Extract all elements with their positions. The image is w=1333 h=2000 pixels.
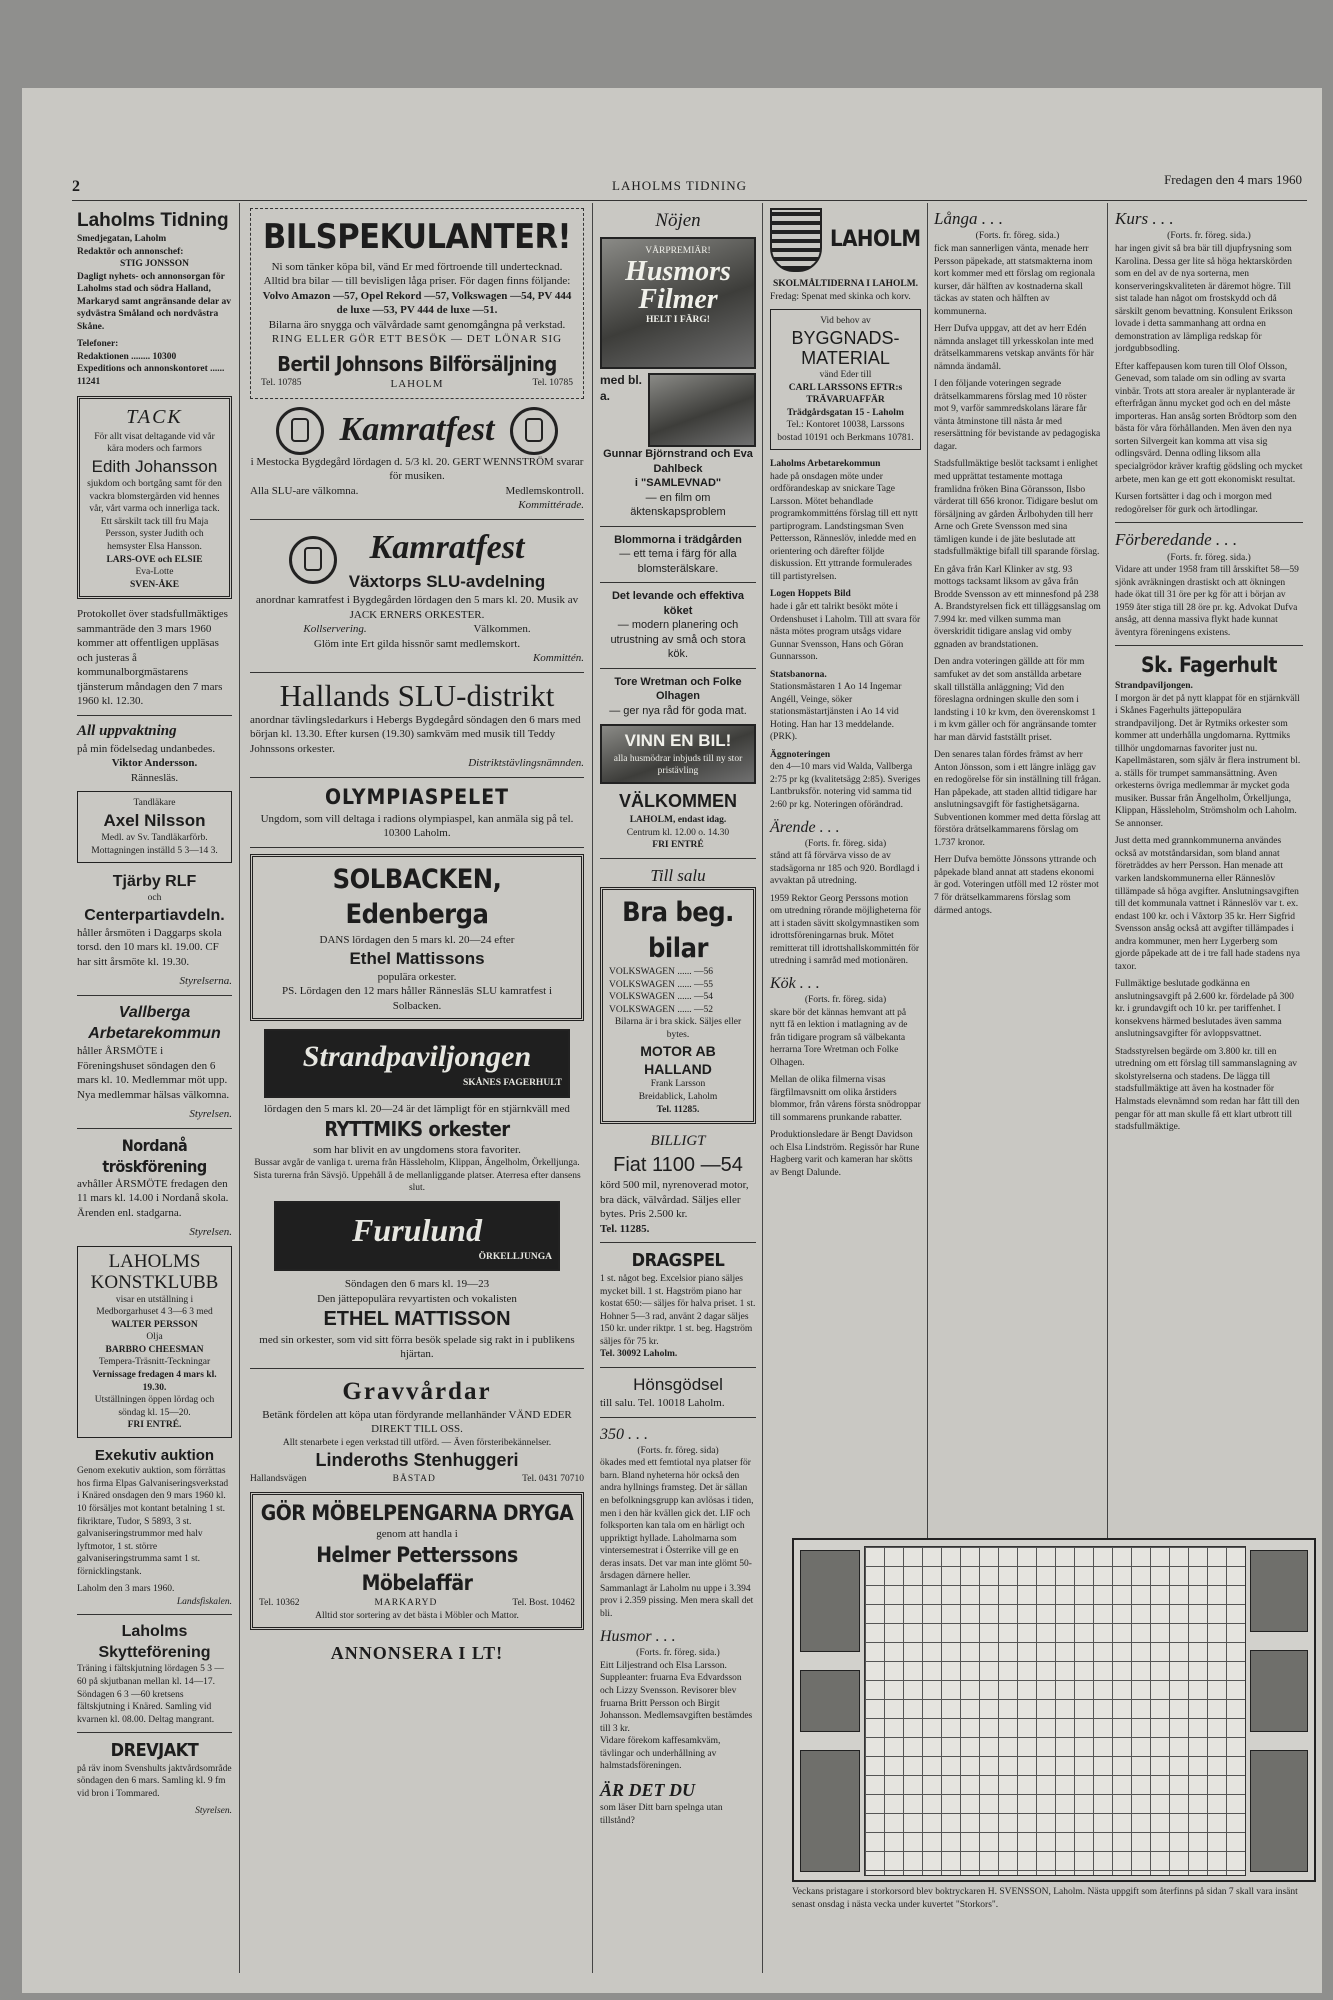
tillsalu-heading: Till salu: [650, 865, 706, 885]
brabilar-ad: [600, 887, 756, 1124]
mobel-row: [259, 1597, 575, 1610]
kamrat1-control: Medlemskontroll.: [505, 484, 584, 497]
langa-text-7: Den senares talan fördes främst av herr Anton Jönsson, som i ett längre inlägg gav en redogörelse för sin inställning till frågan. Han påpekade, att staden alltid tidigare har anslutningsavgift för fastighetsägarna. Subventionen kommer med detta förslag att förstöra drätselkammarens förslag om 1.737 kronor.: [934, 750, 1101, 848]
brabilar-l4: VOLKSWAGEN ...... —52: [609, 1004, 713, 1015]
solbacken-text: DANS lördagen den 5 mars kl. 20—24 efter: [319, 933, 515, 946]
konst-artist-1-sub: Olja: [146, 1332, 163, 1343]
divider: [250, 672, 584, 673]
strand-text-2: som har blivit en av ungdomens stora favoriter.: [313, 1143, 521, 1156]
kok-text-2: Mellan de olika filmerna visas färgfilmavsnitt om olika årstiders blommor, från vårens första snödroppar till sommarens prunkande rabatter.: [770, 1075, 921, 1123]
divider: [250, 1368, 584, 1369]
dentist-title: Medl. av Sv. Tandläkarförb.: [101, 833, 208, 844]
kurs-cont: (Forts. fr. föreg. sida.): [1167, 231, 1251, 242]
mobel-tel-1: Tel. 10362: [259, 1598, 300, 1609]
tjarby-text: håller årsmöten i Daggarps skola torsd. den 10 mars kl. 19.00. CF har sitt årsmöte kl. 19.30.: [77, 926, 222, 968]
solbacken-band: Ethel Mattissons: [349, 948, 485, 968]
kamrat2-title: Kamratfest: [369, 528, 525, 566]
drevjakt-title: DREVJAKT: [110, 1740, 199, 1762]
billigt-heading: BILLIGT: [650, 1133, 706, 1150]
kok-text-3: Produktionsledare är Bengt Davidson och Elsa Lindström. Regissör har Rune Hagberg varit och kameran har skötts av Bengt Dalunde.: [770, 1130, 920, 1178]
column-3: [600, 208, 756, 1828]
vinn-banner: [600, 724, 756, 784]
motor-tel: Tel. 11285.: [656, 1104, 700, 1115]
husmor2-text: Eitt Liljestrand och Elsa Larsson. Suppleanter: fruarna Eva Edvardsson och Lizzy Svensson. Revisorer blev fruarna Britt Persson och Birgit Johansson. Medlemsavgiften bestämdes till 3 kr.: [600, 1660, 753, 1734]
kamrat1-row: [250, 484, 584, 499]
husmor-stars: Gunnar Björnstrand och Eva Dahlbeck: [603, 448, 753, 475]
uppvaktning-text: på min födelsedag undanbedes.: [77, 742, 216, 755]
kamratfest-2-header: [250, 526, 584, 593]
phone-office: Expeditions och annonskontoret ...... 11241: [77, 364, 225, 387]
t350-cont: (Forts. fr. föreg. sida): [637, 1445, 719, 1456]
furu-text-2: Den jättepopulära revyartisten och vokalisten: [317, 1292, 517, 1305]
valkommen-time: Centrum kl. 12.00 o. 14.30: [626, 827, 730, 838]
page-date: Fredagen den 4 mars 1960: [1164, 172, 1302, 187]
tore-text: — ger nya råd för goda mat.: [609, 704, 747, 717]
solbacken-ad: [250, 854, 584, 1022]
blommorna-text: — ett tema i färg för alla blomsterälskare.: [619, 548, 737, 575]
header-rule: [72, 200, 1307, 201]
forb-cont: (Forts. fr. föreg. sida.): [1167, 552, 1251, 563]
forb-text: Vidare att under 1958 fram till årsskiftet 58—59 sjönk avräkningen drastiskt och att ökningen hade ökat till 31 öre per kg för att i början av 1959 åter stiga till 28 öre pr. kg. Advokat Dufva ansåg, att denna massiva flykt hade kunnat äventyra föreningens existens.: [1115, 565, 1299, 638]
strand-text-3: Bussar avgår de vanliga t. urerna från Hässleholm, Klippan, Ängelholm, Örkelljunga. Sista turerna från Sävsjö. Uppehåll å de mellanliggande platser. Aterresa efter dansens slut.: [253, 1158, 581, 1194]
divider: [250, 847, 584, 848]
bilspekulanter-ad: [250, 208, 584, 399]
kurs-text-2: Efter kaffepausen kom turen till Olof Olsson, Genevad, som talade om sin odling av svarta vinbär. Trots att stora arealer är nyplanterade är efterfrågan ännu mycket god och en del måste importeras. Han ansåg sorten Brödtorp som den bästa för våra förhållanden. Men även den nya sorten Silvergeit kan komma att visa sig odlingsvärd. Denna odling liksom alla specialgrödor kräver kraftig gödsling och mycket arbete, men kan ge ett gott ekonomiskt resultat.: [1115, 361, 1303, 485]
byggnads-tel: Tel.: Kontoret 10038, Larssons bostad 10191 och Berkmans 10781.: [777, 420, 914, 443]
skytte-title: Laholms Skytteförening: [98, 1623, 211, 1662]
tack-sign-2: Eva-Lotte: [135, 567, 174, 578]
furu-text-3: med sin orkester, som vid sitt förra besök spelade sig rakt in i publikens hjärtan.: [259, 1333, 575, 1361]
husmor-film: i "SAMLEVNAD": [634, 477, 722, 490]
drevjakt-text: på räv inom Svenshults jaktvårdsområde söndagen den 6 mars. Samling kl. 9 fm vid bron i Tommared.: [77, 1763, 232, 1799]
uppvaktning-place: Rännesläs.: [130, 771, 179, 784]
agg-text: den 4—10 mars vid Walda, Vallberga 2:75 pr kg (kvalitetsägg 2:85). Sveriges Lantbruksför. notering vid samma tid 2:60 pr kg. Noteringen oförändrad.: [770, 762, 921, 810]
divider: [77, 715, 232, 716]
kok-cont: (Forts. fr. föreg. sida): [804, 995, 887, 1006]
mobel-text-2: Alltid stor sortering av det bästa i Möbler och Mattor.: [315, 1610, 519, 1621]
tjarby-sign: Styrelserna.: [179, 975, 232, 988]
crossword-illustration: [800, 1550, 860, 1652]
strand-text: lördagen den 5 mars kl. 20—24 är det lämpligt för en stjärnkväll med: [264, 1102, 570, 1115]
grav-street: Hallandsvägen: [250, 1474, 307, 1485]
koket-title: Det levande och effektiva köket: [611, 590, 745, 617]
kurs-text: har ingen givit så bra bär till djupfrysning som Karolina. Dessa ger lite så höga hektarskörden som en del av de nya sorterna, men konserveringskvaliteten är däremot högre. Till sist talade han något om frostskydd och då särskilt genom bevattning. Konsulent Eriksson lovade i detta sammanhang att ordna en demonstration av lämpliga redskap för jordgubbsodling.: [1115, 243, 1293, 355]
byggnads-pre: Vid behov av: [820, 316, 871, 327]
masthead-editor-label: Redaktör och annonschef:: [77, 246, 184, 257]
skf-text-2: Just detta med grannkommunerna användes också av motståndarsidan, som bland annat företräddes av herr Persson. Han menade att varken landskommunerna eller Ränneslöv tillämpade så höga avgifter. Anslutningsavgiften till det kommunala vattnet i Ränneslöv var t. ex. endast 100 kr. och i Våxtorp 35 kr. Herr Sigfrid Svensson ansåg också att avgifter tillämpades i andra kommuner, men herr Lygerberg som gjorde påpekade att de i tre fall hade stadens nya taxor.: [1115, 836, 1300, 972]
crossword-illustration: [1250, 1750, 1308, 1872]
tjarby-title-2: Centerpartiavdeln.: [84, 906, 225, 924]
nordana-text: avhåller ÅRSMÖTE fredagen den 11 mars kl. 14.00 i Nordanå skola. Ärenden enl. stadgarna.: [77, 1177, 229, 1219]
dragspel-title: DRAGSPEL: [631, 1250, 725, 1272]
kamrat2-title-block: [349, 526, 545, 593]
divider: [600, 1242, 756, 1243]
column-rule-3: [762, 203, 763, 1973]
dragspel-tel: Tel. 30092 Laholm.: [600, 1349, 678, 1360]
kamrat1-sign: Kommittérade.: [518, 499, 584, 512]
crossword-illustration: [800, 1750, 860, 1872]
brabilar-l3: VOLKSWAGEN ...... —54: [609, 992, 713, 1003]
divider: [600, 582, 756, 583]
phone-editorial: Redaktionen ........ 10300: [77, 351, 177, 362]
strand-sub: SKÅNES FAGERHULT: [463, 1078, 562, 1089]
bil-title: BILSPEKULANTER!: [263, 217, 571, 257]
masthead-text: Dagligt nyhets- och annonsorgan för Laholms stad och södra Halland, Markaryd samt angränsande delar av sydvästra Småland och nordvästra Skåne.: [77, 271, 231, 332]
furu-banner: [274, 1201, 560, 1272]
kamrat2-text-2: Glöm inte Ert gilda hissnör samt medlemskort.: [313, 637, 521, 650]
hallands-text: anordnar tävlingsledarkurs i Hebergs Bygdegård söndagen den 6 mars med början kl. 13.30. Efter kursen (19.30) samkväm med musik till Teddy Johnssons orkester.: [250, 713, 581, 755]
skf-text-4: Stadsstyrelsen begärde om 3.800 kr. till en utredning om ett förslag till sammanslagning av skolstyrelserna och stadens. De lägga till stadsfullmäktige att även ha kostnader för Halmstads elevnämnd som redan har fått till den pengar för att man skulle få ett klart utbrott till stadsfullmäktige.: [1115, 1046, 1300, 1133]
divider: [250, 777, 584, 778]
slu-logo-icon: [276, 407, 324, 455]
tore-title: Tore Wretman och Folke Olhagen: [614, 675, 742, 703]
tack-sign-1: LARS-OVE och ELSIE: [106, 554, 203, 565]
divider: [77, 1128, 232, 1129]
konstklubb-ad: [77, 1246, 232, 1438]
strand-band: RYTTMIKS orkester: [324, 1117, 510, 1142]
mobel-town: MARKARYD: [374, 1598, 438, 1609]
langa-text-5: En gåva från Karl Klinker av stg. 93 mottogs tacksamt liksom av gåva från Brodde Svensson av ett minnesfond på 238 A. Brandstyrelsen fick ett tilläggsanslag om 7.994 kr. med vilken summa man överskridit tidigare anslag vid omby ggnaden av brandstationen.: [934, 564, 1101, 650]
byggnads-ad: [770, 309, 921, 450]
crossword-grid: [864, 1546, 1246, 1876]
divider: [600, 526, 756, 527]
nojen-heading: Nöjen: [655, 210, 701, 231]
crossword-illustration: [1250, 1550, 1308, 1632]
t350-text-2: Sammanlagt är Laholm nu uppe i 3.394 prov i 2.359 pissing. Men mera skall det bli.: [600, 1583, 754, 1619]
bil-text-2: Alltid bra bilar — till bevisligen låga priser. För dagen finns följande:: [263, 275, 571, 288]
brabilar-text: Bilarna är i bra skick. Säljes eller bytes.: [614, 1017, 742, 1041]
konst-open: Utställningen öppen lördag och söndag kl. 15—20.: [94, 1395, 215, 1418]
skolmal-title: SKOLMÅLTIDERNA I LAHOLM.: [772, 279, 919, 289]
t350-title: 350 . . .: [600, 1425, 648, 1443]
konst-vernissage: Vernissage fredagen 4 mars kl. 19.30.: [92, 1369, 217, 1393]
vinn-title: VINN EN BIL!: [624, 731, 732, 751]
husmor-helt: HELT I FÄRG!: [646, 314, 710, 325]
bil-text-3: Bilarna äro snygga och välvårdade samt genomgångna på verkstad.: [268, 318, 566, 331]
skf-text: I morgon är det på nytt klappat för en stjärnkväll i Skånes Fagerhults jättepopulära strandpaviljong. Det är Rytmiks orkester som kommer att underhålla ungdomarna. Ryttmiks tillhör ungdomarnas favoriter just nu. Kapellmästaren, som själv är flera instrument bl. a. ställs för trumpet sammansättning. Aven orkesterns övriga medlemmar är mycket goda musiker. Bussar från Ängelholm, Örkelljunga, Klippan, Hässleholm, Strömsholm och Laholm. Se annonser.: [1115, 693, 1301, 829]
bil-text-1: Ni som tänker köpa bil, vänd Er med förtroende till undertecknad.: [271, 260, 563, 273]
solbacken-ps: PS. Lördagen den 12 mars håller Rännesläs SLU kamratfest i Solbacken.: [281, 985, 553, 1012]
laholm-crest-icon: [770, 208, 822, 272]
column-rule-5: [1107, 203, 1108, 1538]
brabilar-l2: VOLKSWAGEN ...... —55: [609, 979, 713, 990]
stats-title: Statsbanorna.: [770, 669, 827, 680]
skolmal-text: Fredag: Spenat med skinka och korv.: [770, 291, 911, 302]
tack-intro: För allt visat deltagande vid vår kära moders och farmors: [94, 431, 215, 455]
husmor-stars-row: [600, 373, 756, 447]
husmor2-cont: (Forts. fr. föreg. sida.): [636, 1648, 720, 1659]
kamrat2-text: anordnar kamratfest i Bygdegården lördagen den 5 mars kl. 20. Musik av JACK ERNERS ORKESTER.: [255, 594, 579, 621]
bil-contact-row: [261, 377, 573, 392]
divider: [77, 1732, 232, 1733]
dentist-hours: Mottagningen inställd 5 3—14 3.: [91, 845, 218, 856]
tack-name: Edith Johansson: [91, 456, 218, 476]
dentist-ad: [77, 791, 232, 863]
mobel-firm: Helmer Petterssons Möbelaffär: [316, 1542, 518, 1595]
grav-text: Betänk fördelen att köpa utan fördyrande mellanhänder VÄND EDER DIREKT TILL OSS.: [262, 1408, 572, 1436]
divider: [1115, 522, 1303, 523]
kamrat2-extra-1: Kollservering.: [303, 623, 367, 636]
olympia-title: OLYMPIASPELET: [325, 784, 509, 809]
page-running-title: LAHOLMS TIDNING: [612, 178, 748, 193]
langa-text-4: Stadsfullmäktige beslöt tacksamt i enlighet med upprättat testamente mottaga framlidna fröken Bina Göransson, Ilsbo värderat till 656 kronor. Tidigare beslut om försäljning av gården Ärlbohyden till herr Arne och Grete Svensson med sina tämligen kunde i de jäte beslutade att stadsfullmäktige bifall till sparande förslag.: [934, 459, 1100, 558]
bil-tel-1: Tel. 10785: [261, 378, 302, 389]
hallands-title: Hallands SLU-distrikt: [279, 677, 555, 713]
vallberga-sign: Styrelsen.: [189, 1108, 232, 1121]
drevjakt-sign: Styrelsen.: [195, 1806, 232, 1817]
kurs-text-3: Kursen fortsätter i dag och i morgon med redogörelser för gurk och ärtodlingar.: [1115, 492, 1272, 515]
masthead-editor: STIG JONSSON: [120, 259, 189, 270]
langa-text: fick man sannerligen vänta, menade herr Persson päpekade, att statsmakterna inom kort kommer med ett förslag om regionala kurser, där hälften av kostnaderna skall täckas av staten och hälften av kommunerna.: [934, 243, 1095, 317]
solbacken-title: SOLBACKEN, Edenberga: [332, 863, 502, 931]
auktion-sign: Landsfiskalen.: [176, 1596, 232, 1607]
husmor-med: med bl. a.: [600, 373, 643, 403]
tack-notice: [77, 396, 232, 599]
arende-text-2: 1959 Rektor Georg Perssons motion om utredning rörande möjligheterna för att i staden sävitt skolgymnastiken som idrottsföreningarnas bruk. Mötet remitterat till idrottshallskommittén för utredning i samråd med motionären.: [770, 893, 921, 967]
column-1: [77, 208, 232, 1818]
blommorna-title: Blommorna i trädgården: [614, 533, 742, 546]
logen-text: hade i går ett talrikt besökt möte i Ordenshuset i Laholm. Till att svara för nästa mötes program utsågs vidare Gunnar Svensson, Hans och Göran Gunnarsson.: [770, 602, 921, 663]
kamrat2-subtitle: Växtorps SLU-avdelning: [348, 571, 546, 591]
vallberga-text: håller ÅRSMÖTE i Föreningshuset söndagen den 6 mars kl. 10. Medlemmar möt upp. Nya medlemmar hälsas välkomna.: [77, 1045, 230, 1101]
tack-title: TACK: [126, 406, 183, 429]
konst-artist-2: BARBRO CHEESMAN: [105, 1344, 204, 1355]
fiat-title: Fiat 1100 —54: [613, 1153, 743, 1176]
honsgodsel-text: till salu. Tel. 10018 Laholm.: [600, 1397, 725, 1410]
mobel-ad: [250, 1492, 584, 1631]
ardetdu-text: som läser Ditt barn spelnga utan tillstånd?: [600, 1803, 723, 1826]
logen-title: Logen Hoppets Bild: [770, 589, 851, 600]
ardetdu-title: ÄR DET DU: [600, 1779, 696, 1800]
motor-firm: MOTOR AB HALLAND: [640, 1042, 716, 1078]
laholm-header: [770, 208, 921, 272]
grav-title: Gravvårdar: [342, 1377, 492, 1405]
grav-text-2: Allt stenarbete i egen verkstad till utförd. — Även försteribekännelser.: [282, 1437, 552, 1448]
column-2: [250, 208, 584, 1666]
husmor2-title: Husmor . . .: [600, 1628, 676, 1646]
divider: [1115, 645, 1303, 646]
konst-free: FRI ENTRÉ.: [127, 1420, 182, 1431]
kurs-title: Kurs . . .: [1115, 209, 1174, 228]
hallands-sign: Distriktstävlingsnämnden.: [468, 757, 584, 770]
skf-text-3: Fullmäktige beslutade godkänna en anslutningsavgift på 2.600 kr. fördelade på 300 kr. i grundavgift och 10 kr. per tariffenhet. I konsekvens härmed beslutades även samma anslutningsavgifter för avloppsvattnet.: [1115, 979, 1294, 1040]
column-rule-1: [239, 203, 240, 1973]
kamrat2-sign: Kommittén.: [532, 652, 584, 665]
langa-text-8: Herr Dufva bemötte Jönssons yttrande och påpekade bland annat att stadens ekonomi är god. Voteringen utföll med 12 röster mot 7 för drätselkammarens förslag som därmed antogs.: [934, 855, 1099, 916]
mobel-text: genom att handla i: [376, 1528, 458, 1541]
langa-text-2: Herr Dufva uppgav, att det av herr Edén nämnda anslaget till yrkesskolan inte med drätselkammarens vetskap använts för här nämnda ändamål.: [934, 324, 1094, 372]
furu-sub: ÖRKELLJUNGA: [478, 1251, 552, 1262]
valkommen: VÄLKOMMEN: [619, 791, 737, 812]
byggnads-firm: CARL LARSSONS EFTR:s TRÄVARUAFFÄR: [788, 382, 903, 406]
auktion-date: Laholm den 3 mars 1960.: [77, 1584, 175, 1595]
valkommen-free: FRI ENTRÉ: [652, 840, 704, 851]
arbetar-text: hade på onsdagen möte under ordförandeskap av snickare Tage Larsson. Mötet behandlade programkommitténs förslag till ett nytt partiprogram. Landstingsman Sven Pettersson, Ränneslöv, inledde med en orientering och därefter följde diskussion. Ett yttrande formulerades till partistyrelsen.: [770, 471, 918, 582]
byggnads-title: BYGGNADS-MATERIAL: [791, 327, 900, 369]
bil-text-4: RING ELLER GÖR ETT BESÖK — DET LÖNAR SIG: [271, 333, 563, 346]
arende-cont: (Forts. fr. föreg. sida): [804, 838, 887, 849]
langa-text-3: I den följande voteringen segrade drätselkammarens förslag med 10 röster mot 9, varför sammredskolans lärare får vänta åtminstone till nästa år med resersättning för bevistande av pedagogiska dagar.: [934, 379, 1101, 452]
dentist-label: Tandläkare: [133, 798, 176, 809]
slu-logo-icon: [510, 407, 558, 455]
kamrat1-text: i Mestocka Bygdegård lördagen d. 5/3 kl. 20. GERT WENNSTRÖM svarar för musiken.: [250, 455, 584, 483]
honsgodsel-title: Hönsgödsel: [633, 1374, 723, 1394]
protokoll-notice: Protokollet över stadsfullmäktiges sammanträde den 3 mars 1960 kommer att offentligen uppläsas och justeras å kommunalborgmästarens tjänsterum måndagen den 7 mars 1960 kl. 12.30.: [77, 608, 228, 708]
bil-list: Volvo Amazon —57, Opel Rekord —57, Volkswagen —54, PV 444 de luxe —53, PV 444 de luxe —51.: [262, 289, 572, 317]
auktion-title: Exekutiv auktion: [94, 1446, 215, 1464]
tack-sign-3: SVEN-ÅKE: [129, 579, 180, 590]
koket-text: — modern planering och utrustning av små och stora kök.: [610, 619, 746, 661]
furu-text: Söndagen den 6 mars kl. 19—23: [344, 1278, 490, 1291]
husmor-film-banner: [600, 237, 756, 369]
crossword-illustration: [800, 1670, 860, 1732]
tjarby-och: och: [147, 893, 162, 904]
vallberga-title: Vallberga Arbetarekommun: [88, 1003, 221, 1043]
langa-cont: (Forts. fr. föreg. sida.): [975, 231, 1060, 242]
agg-title: Äggnoteringen: [770, 749, 831, 760]
arbetar-title: Laholms Arbetarekommun: [770, 459, 881, 470]
laholm-title: LAHOLM: [830, 227, 921, 253]
column-rule-4: [927, 203, 928, 1538]
divider: [250, 519, 584, 520]
husmor-film-sub: — en film om äktenskapsproblem: [630, 491, 726, 519]
grav-firm: Linderoths Stenhuggeri: [315, 1450, 519, 1471]
bil-town: LAHOLM: [390, 378, 444, 391]
dentist-name: Axel Nilsson: [103, 810, 206, 830]
strand-banner: [264, 1029, 570, 1097]
slu-logo-icon: [289, 536, 337, 584]
solbacken-band-sub: populära orkester.: [377, 970, 457, 983]
kamrat2-extra-2: Välkommen.: [473, 623, 531, 636]
skytte-text: Träning i fältskjutning lördagen 5 3 —60 på skjutbanan mellan kl. 14—17. Söndagen 6 3 —60 kretsens fältskjutning i Knäred. Samling vid kvarnen kl. 08.00. Deltag mangrant.: [77, 1664, 224, 1725]
kamrat1-welcome: Alla SLU-are välkomna.: [250, 484, 359, 497]
kamratfest-1-header: [250, 407, 584, 455]
husmor2-text-2: Vidare förekom kaffesamkväm, tävlingar och underhållning av halmstadsföreningen.: [600, 1736, 721, 1772]
masthead-address: Smedjegatan, Laholm: [77, 234, 167, 245]
bil-firm: Bertil Johnsons Bilförsäljning: [277, 351, 557, 376]
olympia-text: Ungdom, som vill deltaga i radions olympiaspel, kan anmäla sig på tel. 10300 Laholm.: [260, 812, 574, 840]
column-6: [1115, 208, 1303, 1139]
crossword-puzzle: [792, 1538, 1316, 1882]
kamrat1-title: Kamratfest: [339, 411, 495, 449]
brabilar-title: Bra beg. bilar: [622, 897, 734, 964]
masthead-title: Laholms Tidning: [77, 210, 229, 231]
vinn-sub: alla husmödrar inbjuds till ny stor pristävling: [613, 753, 743, 777]
arende-text: stånd att få förvärva visso de av stadsägorna nr 185 och 920. Bordlagd i avvaktan på utredning.: [770, 851, 920, 887]
stats-text: Stationsmästaren 1 Ao 14 Ingemar Angéll, Veinge, söker stationsmästartjänsten i Ao 14 vid Hoting. Han har 13 meddelande. (PRK).: [770, 682, 902, 743]
column-rule-2: [592, 203, 593, 1973]
uppvaktning-title: All uppvaktning: [77, 722, 177, 739]
nordana-sign: Styrelsen.: [189, 1226, 232, 1239]
uppvaktning-name: Viktor Andersson.: [111, 757, 198, 770]
furu-band: ETHEL MATTISSON: [323, 1308, 511, 1331]
auktion-text: Genom exekutiv auktion, som förrättas hos firma Elpas Galvaniseringsverkstad i Knäred onsdagen den 9 mars 1960 kl. 10 försäljes mot kontant betalning 1 st. fikriktare, Tudor, S 5893, 3 st. galvaniseringstrummor med halv lyftmotor, 1 st. större galvaniseringstrumma samt 1 st. förnicklingstank.: [77, 1466, 229, 1577]
langa-text-6: Den andra voteringen gällde att för mm samfuket av det som anställda arbetare skall tillställa anläggning; Vid den föreslagna ordningen skulle den som i landsting i 10 kr kvm, den överenskomst 1 i m kvm gäller och för angränsande tomter har man därvid fastställt priset.: [934, 657, 1097, 743]
divider: [600, 1417, 756, 1418]
furu-title: Furulund: [352, 1211, 482, 1248]
column-4: [770, 208, 921, 1184]
page-number: 2: [72, 178, 80, 195]
strand-title: Strandpaviljongen: [302, 1040, 532, 1074]
konst-text: visar en utställning i Medborgarhuset 4 3—6 3 med: [96, 1294, 213, 1318]
column-5: [934, 208, 1101, 922]
husmor-premiar: VÅRPREMIÄR!: [645, 246, 711, 257]
fiat-tel: Tel. 11285.: [600, 1222, 650, 1235]
tjarby-title: Tjärby RLF: [112, 873, 197, 891]
grav-town: BÅSTAD: [392, 1474, 436, 1485]
valkommen-place: LAHOLM, endast idag.: [629, 815, 727, 826]
byggnads-addr: Trädgårdsgatan 15 - Laholm: [787, 407, 904, 418]
byggnads-text: vänd Eder till: [819, 369, 872, 380]
grav-row: [250, 1473, 584, 1486]
kok-text: skare bör det kännas hemvant att på nytt få en lektion i matlagning av de från tidigare program så välbekanta herrarna Tore Wretman och Folke Olhagen.: [770, 1007, 908, 1068]
arende-title: Ärende . . .: [770, 818, 840, 836]
kamrat2-row: [250, 622, 584, 637]
husmor-title: Husmors Filmer: [625, 255, 731, 315]
annonsera-slogan: ANNONSERA I LT!: [330, 1643, 504, 1664]
brabilar-l1: VOLKSWAGEN ...... —56: [609, 967, 713, 978]
konst-artist-2-sub: Tempera-Träsnitt-Teckningar: [98, 1357, 211, 1368]
husmor-photo: [648, 373, 756, 447]
bil-tel-2: Tel. 10785: [532, 378, 573, 389]
dragspel-text: 1 st. något beg. Excelsior piano säljes mycket bill. 1 st. Hagström piano har kostat 650:— säljes för halva priset. 1 st. Hohner 5—3 rad, använt 2 dagar säljes 150 kr. under riktpr. 1 st. beg. Hagström säljes för 75 kr.: [600, 1274, 756, 1347]
tack-text: sjukdom och bortgång samt för den vackra blomstergärden vid hennes vår, vårt varma och innerliga tack. Ett särskilt tack till fru Maja Persson, syster Judith och hemsyster Elsa Hansson.: [87, 479, 222, 552]
page-header: [72, 168, 1302, 198]
divider: [600, 858, 756, 859]
konst-title: LAHOLMS KONSTKLUBB: [90, 1251, 219, 1293]
skf-title: Sk. Fagerhult: [1141, 653, 1277, 678]
langa-title: Långa . . .: [934, 209, 1003, 228]
crossword-illustration: [1250, 1650, 1308, 1732]
newspaper-page: [22, 88, 1322, 1993]
phone-label: Telefoner:: [77, 339, 119, 350]
kok-title: Kök . . .: [770, 974, 820, 992]
konst-artist-1: WALTER PERSSON: [111, 1319, 198, 1330]
nordana-title: Nordanå tröskförening: [102, 1135, 207, 1176]
motor-name: Frank Larsson: [650, 1079, 706, 1090]
fiat-text: körd 500 mil, nyrenoverad motor, bra däck, välvårdad. Säljes eller bytes. Pris 2.500 kr.: [600, 1179, 749, 1221]
t350-text: ökades med ett femtiotal nya platser för barn. Bland nyheterna hör också den andra hyllnings framsteg. Det är sällan en befolkningsgrupp kan avlösas i tiden, men i den här kvällen gick det. LIF och folksporten kan tala om en härligt och uppriktigt hyllade. Laholmarna som vintersemestrat i Österrike vill ge en deras insats. Det var man inte glömt 50-årsdagen därnere heller.: [600, 1458, 754, 1582]
divider: [77, 995, 232, 996]
mobel-tel-2: Tel. Bost. 10462: [512, 1598, 575, 1609]
divider: [600, 1367, 756, 1368]
grav-tel: Tel. 0431 70710: [522, 1474, 584, 1485]
motor-addr: Breidablick, Laholm: [638, 1092, 718, 1103]
crossword-caption: Veckans pristagare i storkorsord blev boktryckaren H. SVENSSON, Laholm. Nästa uppgift som återfinns på sidan 7 skall vara insänt senast onsdag i nästa vecka under kuvertet "Storkors".: [792, 1887, 1298, 1910]
skf-sub: Strandpaviljongen.: [1115, 681, 1193, 691]
divider: [77, 1614, 232, 1615]
forb-title: Förberedande . . .: [1115, 530, 1238, 550]
mobel-title: GÖR MÖBELPENGARNA DRYGA: [260, 1500, 574, 1525]
divider: [600, 668, 756, 669]
